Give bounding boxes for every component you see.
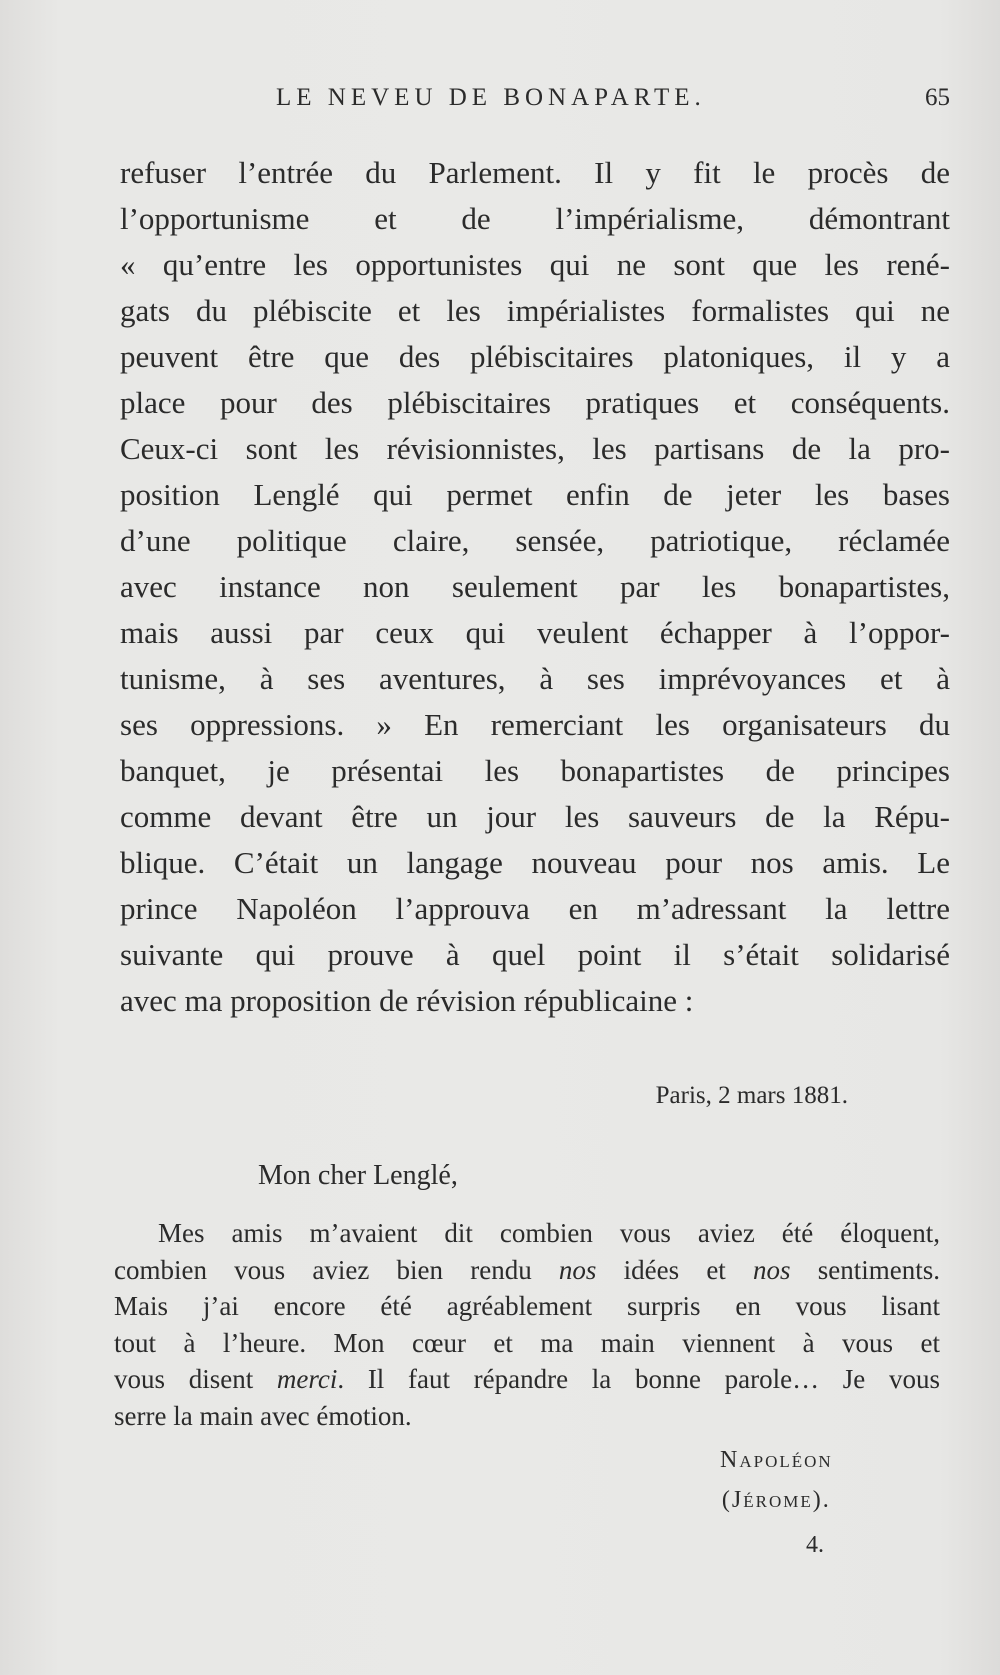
running-title: LE NEVEU DE BONAPARTE. [276, 84, 706, 111]
letter-body [114, 1215, 940, 1434]
body-paragraph [120, 150, 950, 1024]
letter-salutation: Mon cher Lenglé, [258, 1160, 458, 1191]
signature-mark: 4. [806, 1532, 824, 1558]
text-line: position Lenglé qui permet enfin de jeter les bases [120, 477, 950, 512]
text-line: l’opportunisme et de l’impérialisme, démontrant [120, 201, 950, 236]
letter-signature [720, 1440, 833, 1520]
letter-line: Mais j’ai encore été agréablement surpris en vous lisant [114, 1291, 940, 1321]
text-line: ses oppressions. » En remerciant les organisateurs du [120, 707, 950, 742]
letter-line: Mes amis m’avaient dit combien vous aviez été éloquent, [158, 1218, 940, 1248]
text-line: gats du plébiscite et les impérialistes formalistes qui ne [120, 293, 950, 328]
letter-line: vous disent merci. Il faut répandre la bonne parole… Je vous [114, 1364, 940, 1394]
letter-line: tout à l’heure. Mon cœur et ma main viennent à vous et [114, 1327, 940, 1358]
text-line: d’une politique claire, sensée, patriotique, réclamée [120, 523, 950, 558]
text-line: mais aussi par ceux qui veulent échapper à l’oppor- [120, 615, 950, 650]
text-line: comme devant être un jour les sauveurs de la Répu- [120, 799, 950, 834]
text-line: refuser l’entrée du Parlement. Il y fit le procès de [120, 155, 950, 190]
text-line: avec ma proposition de révision républicaine : [120, 983, 694, 1018]
emphasis: nos [753, 1254, 791, 1285]
text-line: banquet, je présentai les bonapartistes de principes [120, 753, 950, 788]
emphasis: merci [276, 1364, 338, 1394]
signature-subtitle: (Jérome). [721, 1487, 831, 1513]
page-header [120, 84, 950, 124]
letter-line: serre la main avec émotion. [114, 1400, 412, 1431]
text-line: prince Napoléon l’approuva en m’adressant la lettre [120, 891, 950, 926]
text-line: peuvent être que des plébiscitaires platoniques, il y a [120, 339, 950, 374]
text-line: avec instance non seulement par les bonapartistes, [120, 569, 950, 604]
signature-name: Napoléon [720, 1447, 833, 1473]
page-number: 65 [925, 84, 950, 111]
text-line: « qu’entre les opportunistes qui ne sont que les rené- [120, 247, 950, 282]
text-line: suivante qui prouve à quel point il s’était solidarisé [120, 937, 950, 972]
text-line: blique. C’était un langage nouveau pour nos amis. Le [120, 845, 950, 880]
text-line: place pour des plébiscitaires pratiques et conséquents. [120, 385, 950, 420]
text-line: tunisme, à ses aventures, à ses imprévoyances et à [120, 661, 950, 696]
letter-dateline: Paris, 2 mars 1881. [655, 1082, 848, 1109]
letter-line: combien vous aviez bien rendu nos idées et nos sentiments. [114, 1254, 940, 1285]
text-line: Ceux-ci sont les révisionnistes, les partisans de la pro- [120, 431, 950, 466]
emphasis: nos [558, 1254, 597, 1285]
